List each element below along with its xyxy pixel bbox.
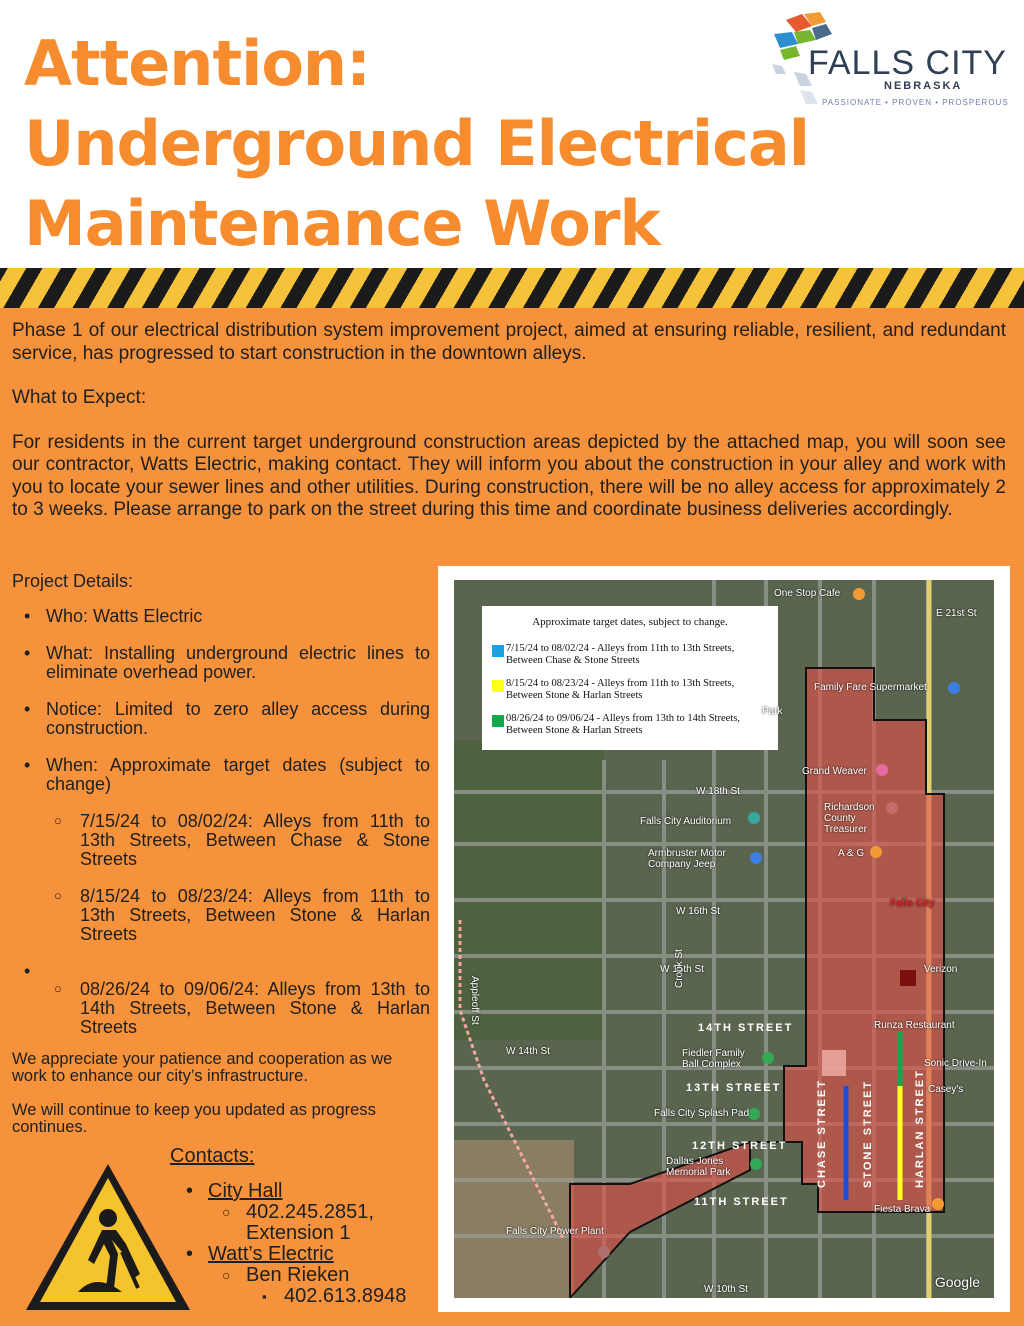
- place-label: Richardson County Treasurer: [824, 802, 875, 835]
- title-line-2: Underground Electrical: [24, 107, 809, 180]
- legend-item: [492, 643, 768, 668]
- place-label: One Stop Cafe: [774, 588, 841, 599]
- city-hall-extension: Extension 1: [246, 1222, 351, 1244]
- place-label: Family Fare Supermarket: [814, 682, 927, 693]
- place-label: W 14th St: [506, 1046, 550, 1057]
- legend-swatch: [492, 645, 504, 657]
- legend-swatch: [492, 715, 504, 727]
- date-item: ○ 7/15/24 to 08/02/24: Alleys from 11th to 13th Streets, Between Chase & Stone Streets: [46, 812, 430, 869]
- legend-text: 08/26/24 to 09/06/24 - Alleys from 13th to 14th Streets, Between Stone & Harlan Streets: [506, 712, 740, 736]
- empty-bullet: [12, 962, 430, 964]
- contact-person-name: Ben Rieken: [246, 1264, 350, 1286]
- logo-name: FALLS CITY: [808, 44, 1007, 82]
- place-label: Falls City Splash Pad: [654, 1108, 750, 1119]
- detail-when-text: When: Approximate target dates (subject to change): [46, 755, 430, 794]
- header: [0, 0, 1024, 268]
- place-label: Armbruster Motor Company Jeep: [648, 848, 726, 870]
- place-label: Falls City Auditorium: [640, 816, 732, 827]
- detail-what: • What: Installing underground electric lines to eliminate overhead power.: [12, 644, 430, 682]
- detail-notice: • Notice: Limited to zero alley access during construction.: [12, 700, 430, 738]
- place-label: Appleoff St: [469, 976, 480, 1025]
- place-label: E 21st St: [936, 608, 977, 619]
- details-list: [12, 607, 430, 964]
- contact-person-phone: ▪ 402.613.8948: [246, 1286, 440, 1307]
- map-satellite[interactable]: [454, 580, 994, 1298]
- closing-text: [12, 1051, 430, 1136]
- detail-when: [12, 756, 430, 944]
- legend-item: [492, 713, 768, 738]
- logo-state: NEBRASKA: [884, 80, 963, 92]
- place-label: A & G: [838, 848, 865, 859]
- place-label: Casey's: [928, 1084, 964, 1095]
- city-hall-phone-number: 402.245.2851,: [246, 1201, 374, 1223]
- place-label: Grand Weaver: [802, 766, 867, 777]
- watts-contact-person: [208, 1265, 440, 1307]
- street-label-stone: STONE STREET: [862, 1079, 874, 1188]
- legend-text: 8/15/24 to 08/23/24 - Alleys from 11th to 13th Streets, Between Stone & Harlan Streets: [506, 677, 735, 701]
- street-label-harlan: HARLAN STREET: [914, 1069, 926, 1188]
- place-label: W 18th St: [696, 786, 740, 797]
- place-label: Fiesta Brava: [874, 1204, 931, 1215]
- appreciate-text: We appreciate your patience and cooperation as we work to enhance our city’s infrastructure.: [12, 1050, 393, 1085]
- what-to-expect-heading: What to Expect:: [12, 387, 147, 408]
- legend-item: [492, 678, 768, 703]
- men-at-work-sign-icon: [22, 1160, 194, 1314]
- city-hall-link[interactable]: City Hall: [208, 1180, 283, 1202]
- contact-city-hall: [170, 1181, 440, 1244]
- google-logo: Google: [934, 1274, 980, 1290]
- contacts-section: [170, 1146, 440, 1307]
- detail-who: • Who: Watts Electric: [12, 607, 430, 626]
- date-item: ○ 08/26/24 to 09/06/24: Alleys from 13th to 14th Streets, Between Stone & Harlan Streets: [46, 980, 430, 1037]
- place-label: Crook St: [674, 949, 685, 988]
- place-label: Falls City: [890, 898, 935, 909]
- place-label: Verizon: [924, 964, 958, 975]
- city-hall-phone: [208, 1202, 440, 1244]
- date-list-continued: [46, 980, 430, 1037]
- legend-text: 7/15/24 to 08/02/24 - Alleys from 11th to 13th Streets, Between Chase & Stone Streets: [506, 642, 735, 666]
- street-label-11th: 11TH STREET: [694, 1196, 789, 1208]
- place-label: W 15th St: [660, 964, 704, 975]
- street-label-12th: 12TH STREET: [692, 1140, 788, 1152]
- project-details-heading: Project Details:: [12, 571, 134, 591]
- place-label: W 10th St: [704, 1284, 748, 1295]
- contact-watts: [170, 1244, 440, 1307]
- legend-swatch: [492, 680, 504, 692]
- page-title: [24, 24, 809, 264]
- logo-tagline: PASSIONATE • PROVEN • PROSPEROUS: [822, 98, 1009, 107]
- date-item: ○ 8/15/24 to 08/23/24: Alleys from 11th to 13th Streets, Between Stone & Harlan Streets: [46, 887, 430, 944]
- contacts-list: [170, 1181, 440, 1307]
- intro-paragraph: Phase 1 of our electrical distribution system improvement project, aimed at ensuring reliable, resilient, and redundant service, has progressed to start construction in the downtown alleys.: [12, 320, 1006, 364]
- place-label: W 16th St: [676, 906, 720, 917]
- street-label-14th: 14TH STREET: [698, 1022, 794, 1034]
- watts-electric-link[interactable]: Watt’s Electric: [208, 1243, 334, 1265]
- street-label-chase: CHASE STREET: [816, 1079, 828, 1188]
- place-label: Dallas Jones Memorial Park: [666, 1156, 731, 1178]
- street-label-13th: 13TH STREET: [686, 1082, 782, 1094]
- intro-section: [12, 320, 1006, 544]
- project-details: [12, 572, 430, 1153]
- date-list: [46, 812, 430, 944]
- place-label: Park: [762, 706, 783, 717]
- caution-stripes: [0, 268, 1024, 308]
- place-label: Sonic Drive-In: [924, 1058, 987, 1069]
- place-label: Fiedler Family Ball Complex: [682, 1048, 745, 1070]
- update-text: We will continue to keep you updated as progress continues.: [12, 1101, 376, 1136]
- title-line-3: Maintenance Work: [24, 187, 660, 260]
- map-legend: [482, 606, 778, 750]
- place-label: Runza Restaurant: [874, 1020, 955, 1031]
- expect-paragraph: For residents in the current target underground construction areas depicted by the attached map, you will soon see our contractor, Watts Electric, making contact. They will inform you about the construction in your alley and work with you to locate your sewer lines and other utilities. During construction, there will be no alley access for approximately 2 to 3 weeks. Please arrange to park on the street during this time and coordinate business deliveries accordingly.: [12, 431, 1006, 520]
- contacts-heading: Contacts:: [170, 1145, 255, 1167]
- construction-map: [438, 566, 1010, 1312]
- place-label: Falls City Power Plant: [506, 1226, 604, 1237]
- title-line-1: Attention:: [24, 27, 370, 100]
- legend-title: Approximate target dates, subject to change.: [532, 616, 728, 628]
